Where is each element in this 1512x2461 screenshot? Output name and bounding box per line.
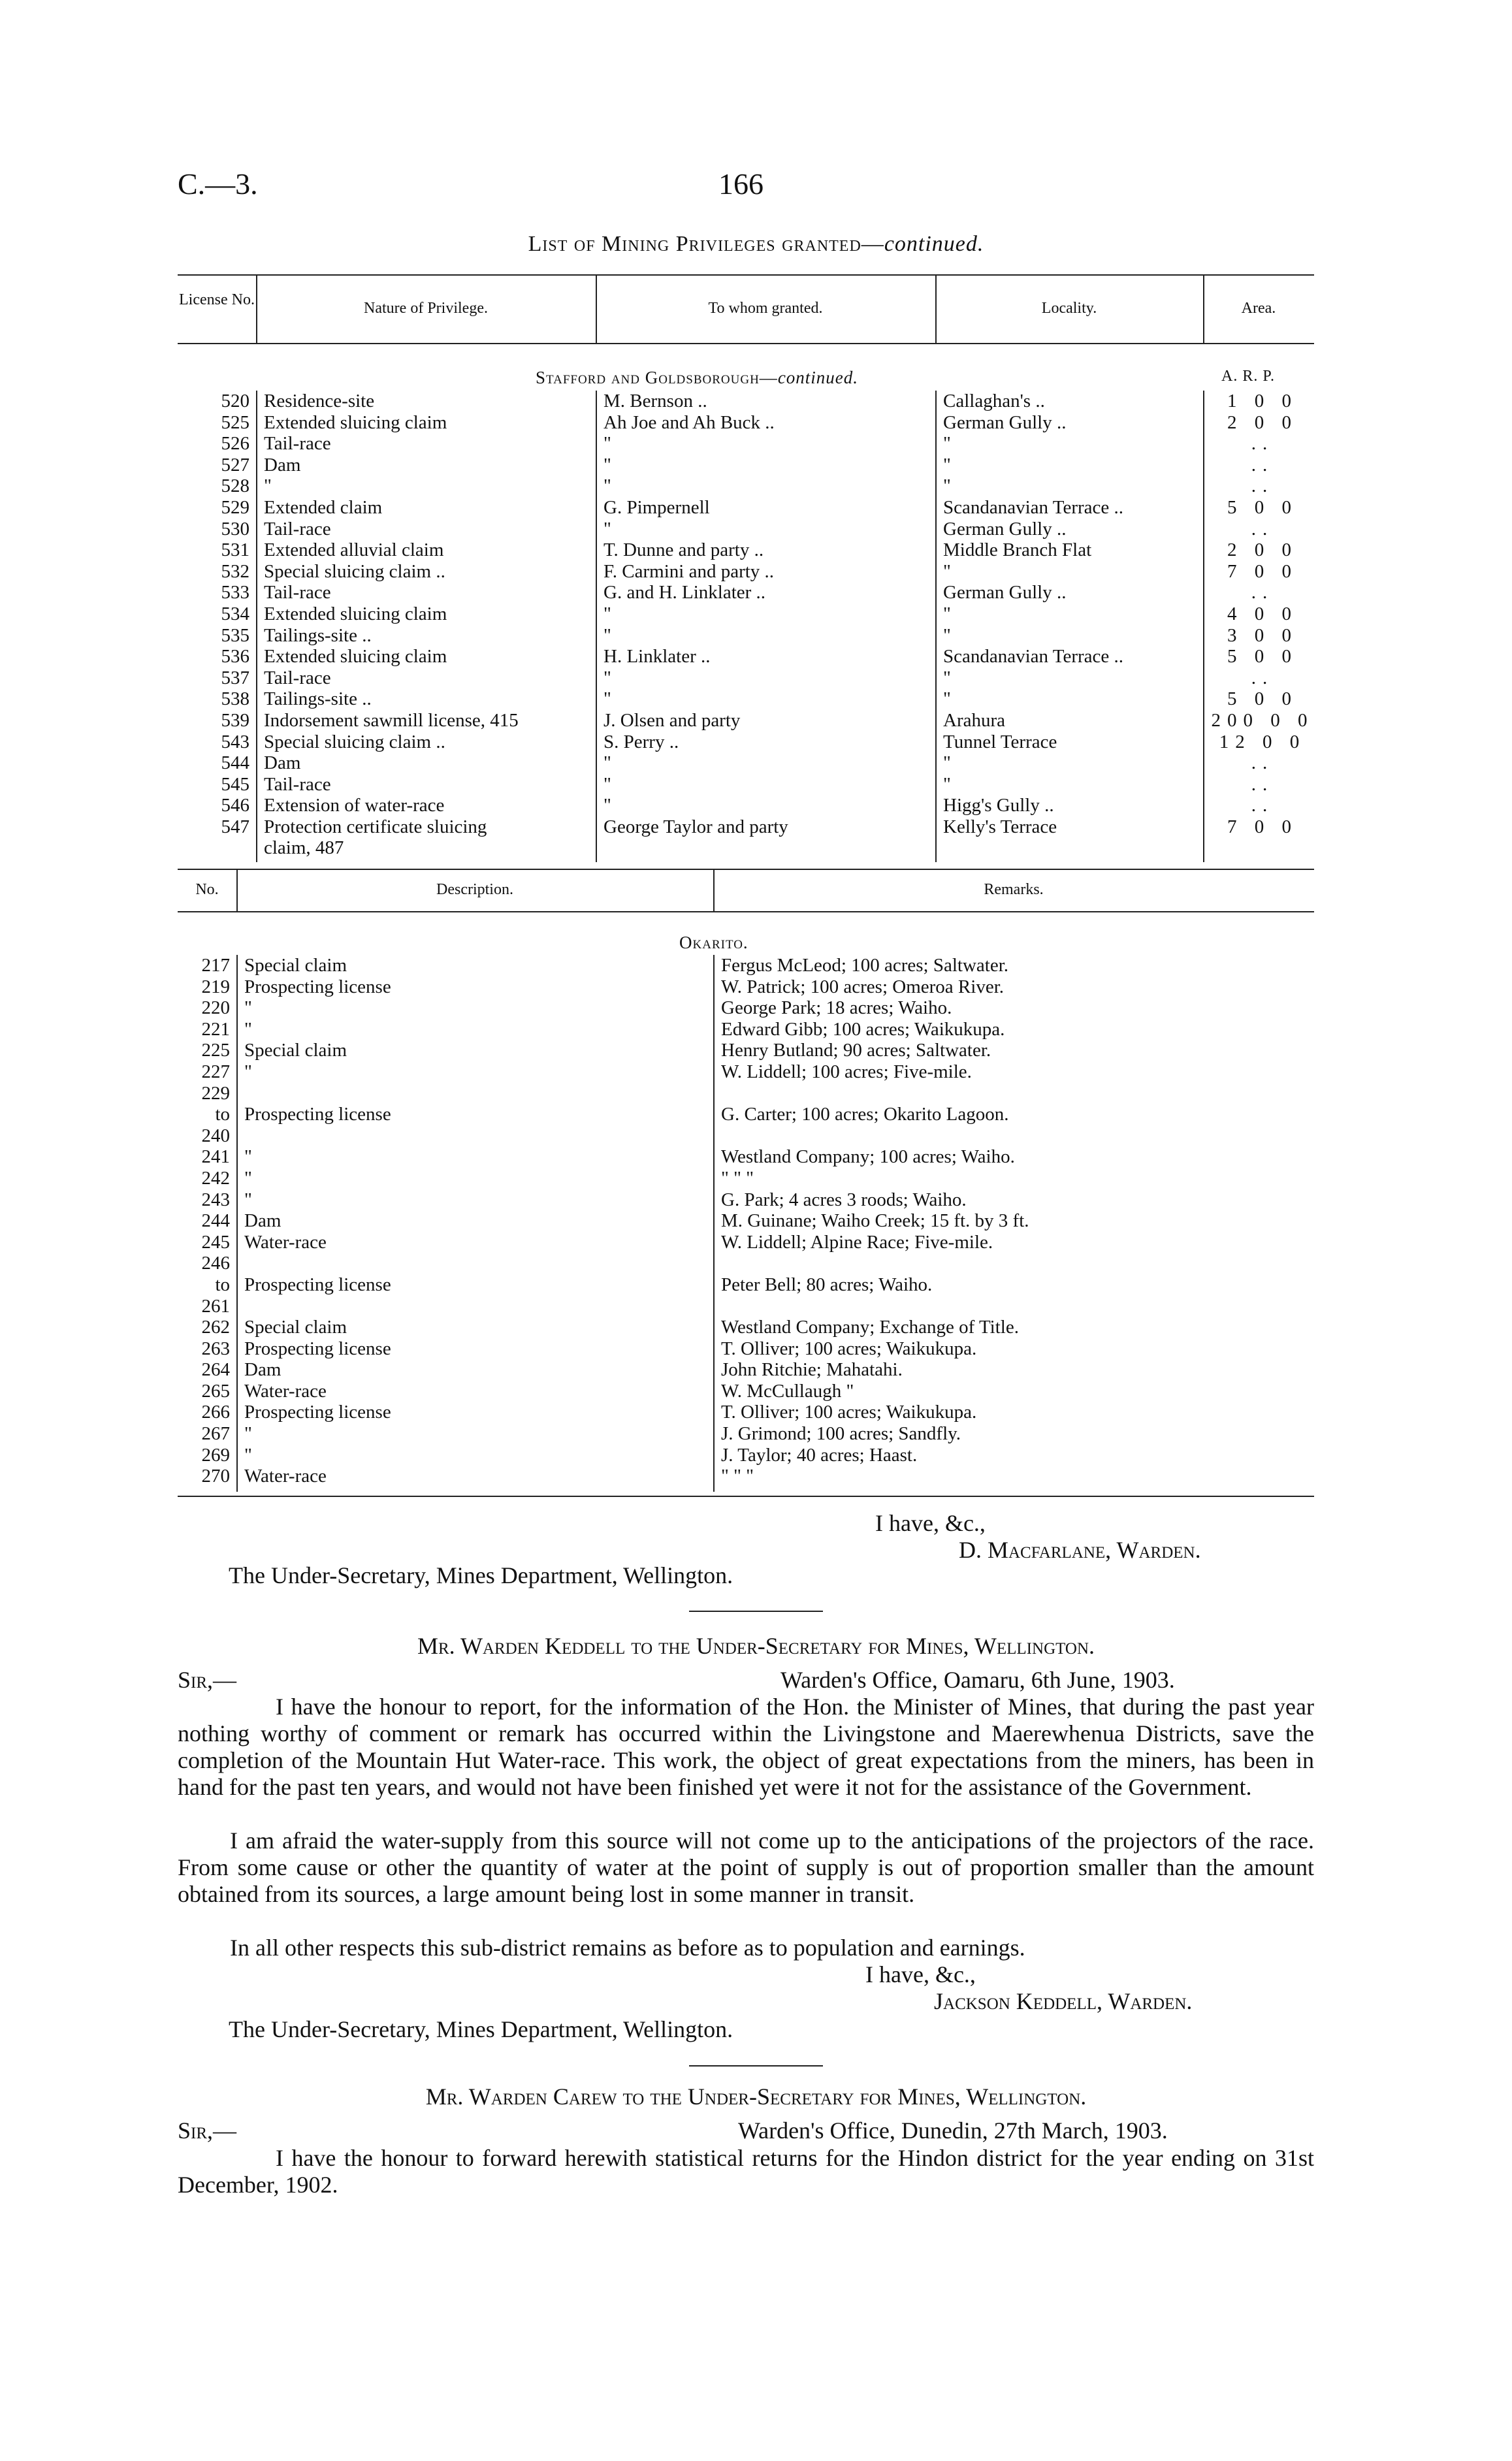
table-row — [178, 1423, 1314, 1445]
locality-cell: Middle Branch Flat — [943, 539, 1092, 561]
description-cell: Special claim — [244, 955, 347, 976]
grantee-cell: " — [603, 518, 611, 539]
table-row — [178, 710, 1314, 732]
grantee-cell: " — [603, 752, 611, 774]
row-no: 265 — [201, 1380, 230, 1402]
grantee-cell: T. Dunne and party .. — [603, 539, 764, 561]
table-row — [178, 732, 1314, 753]
table-row — [178, 1146, 1314, 1168]
license-no: 547 — [221, 816, 249, 837]
description-cell: Special claim — [244, 1040, 347, 1061]
remarks-cell: Westland Company; 100 acres; Waiho. — [721, 1146, 1015, 1168]
locality-cell: " — [943, 688, 951, 710]
row-no: 245 — [201, 1231, 230, 1253]
license-no: 532 — [221, 560, 249, 582]
area-cell: 1 0 0 — [1227, 391, 1298, 411]
locality-cell: " — [943, 603, 951, 624]
row-no: 243 — [201, 1189, 230, 1210]
area-cell: 2 0 0 — [1227, 411, 1298, 433]
privileges-table — [178, 391, 1314, 859]
table1-section-heading: Stafford and Goldsborough—continued. — [536, 368, 859, 387]
description-cell — [236, 1083, 713, 1104]
nature-cell: claim, 487 — [264, 837, 344, 859]
description-cell: " — [244, 1018, 252, 1040]
area-cell: 5 0 0 — [1227, 688, 1298, 710]
locality-cell: German Gully .. — [943, 582, 1067, 603]
row-no: 264 — [201, 1359, 230, 1381]
locality-cell: Kelly's Terrace — [943, 816, 1057, 837]
table-row — [178, 1445, 1314, 1466]
letter2-paragraph-1: I have the honour to report, for the information of the Hon. the Minister of Mines, that during the past year nothing worthy of comment or remark has occurred within the Livingstone and Maerewhenua Districts, save the completion of the Mountain Hut Water-race. This work, the object of great expectations from the miners, has been in hand for the past ten years, and would not have been finished yet were it not for the assistance of the Government. — [178, 1694, 1314, 1800]
description-cell: Prospecting license — [244, 1402, 391, 1423]
remarks-cell: Westland Company; Exchange of Title. — [721, 1317, 1019, 1338]
table-row — [178, 412, 1314, 434]
locality-cell: " — [943, 433, 951, 455]
nature-cell: Tail-race — [264, 518, 331, 539]
remarks-cell: T. Olliver; 100 acres; Waikukupa. — [721, 1338, 977, 1359]
table-row — [178, 582, 1314, 603]
table-row — [178, 668, 1314, 689]
nature-cell: Special sluicing claim .. — [264, 731, 445, 752]
license-no: 538 — [221, 688, 249, 710]
table-row — [178, 539, 1314, 561]
locality-cell: Scandanavian Terrace .. — [943, 646, 1124, 668]
table-row — [178, 752, 1314, 774]
grantee-cell: M. Bernson .. — [603, 391, 707, 411]
table-row — [178, 816, 1314, 838]
remarks-cell: Edward Gibb; 100 acres; Waikukupa. — [721, 1018, 1005, 1040]
description-cell: " — [244, 1146, 252, 1168]
area-units: A. R. P. — [1221, 368, 1276, 385]
grantee-cell: " — [603, 624, 611, 646]
list-title: List of Mining Privileges granted—continued. — [528, 232, 984, 256]
table-row — [178, 1019, 1314, 1040]
row-no: 270 — [201, 1466, 230, 1487]
locality-cell: " — [943, 773, 951, 795]
nature-cell: Extension of water-race — [264, 795, 445, 816]
col-no: No. — [195, 881, 219, 898]
remarks-cell: W. McCullaugh " — [721, 1380, 854, 1402]
table-row — [178, 976, 1314, 998]
license-no: 545 — [221, 773, 249, 795]
table-row — [178, 1317, 1314, 1338]
table-row — [178, 997, 1314, 1019]
license-no: 528 — [221, 475, 249, 497]
table-row — [178, 1466, 1314, 1487]
table-row — [178, 1296, 1314, 1317]
nature-cell: Extended sluicing claim — [264, 411, 447, 433]
row-no: 244 — [201, 1210, 230, 1232]
description-cell: Prospecting license — [244, 1338, 391, 1359]
area-cell: 7 0 0 — [1227, 816, 1298, 837]
license-no: 529 — [221, 496, 249, 518]
area-cell: .. — [1251, 475, 1274, 497]
nature-cell: Tail-race — [264, 773, 331, 795]
description-cell: " — [244, 997, 252, 1019]
area-cell: 12 0 0 — [1219, 731, 1306, 752]
nature-cell: Tail-race — [264, 667, 331, 688]
area-cell: .. — [1251, 582, 1274, 603]
area-cell: .. — [1251, 773, 1274, 795]
grantee-cell: G. and H. Linklater .. — [603, 582, 766, 603]
remarks-cell: J. Taylor; 40 acres; Haast. — [721, 1444, 918, 1466]
remarks-cell: " " " — [721, 1466, 754, 1487]
table-row — [178, 1104, 1314, 1125]
nature-cell: Extended sluicing claim — [264, 603, 447, 624]
nature-cell: Special sluicing claim .. — [264, 560, 445, 582]
letter2-signature: Jackson Keddell, Warden. — [934, 1988, 1193, 2014]
license-no: 534 — [221, 603, 249, 624]
row-no: 219 — [201, 976, 230, 997]
grantee-cell: George Taylor and party — [603, 816, 788, 837]
table-row — [178, 455, 1314, 476]
nature-cell: Extended alluvial claim — [264, 539, 444, 561]
license-no: 531 — [221, 539, 249, 561]
table-row — [178, 561, 1314, 583]
remarks-cell: G. Park; 4 acres 3 roods; Waiho. — [721, 1189, 967, 1210]
description-cell — [236, 1296, 713, 1317]
table-row — [178, 774, 1314, 796]
description-cell: " — [244, 1189, 252, 1210]
area-cell: .. — [1251, 795, 1274, 816]
license-no: 526 — [221, 433, 249, 455]
grantee-cell: " — [603, 667, 611, 688]
license-no: 543 — [221, 731, 249, 752]
remarks-cell — [713, 1296, 1314, 1317]
locality-cell: " — [943, 752, 951, 774]
area-cell: 2 0 0 — [1227, 539, 1298, 561]
row-no: 262 — [201, 1317, 230, 1338]
table-row — [178, 1210, 1314, 1232]
table-row — [178, 795, 1314, 816]
letter1-addressee: The Under-Secretary, Mines Department, Wellington. — [229, 1562, 733, 1588]
row-no: 221 — [201, 1018, 230, 1040]
table-row — [178, 1168, 1314, 1189]
remarks-cell: J. Grimond; 100 acres; Sandfly. — [721, 1423, 961, 1445]
remarks-cell: Henry Butland; 90 acres; Saltwater. — [721, 1040, 991, 1061]
license-no: 536 — [221, 646, 249, 668]
table-row — [178, 837, 1314, 859]
nature-cell: Dam — [264, 454, 301, 475]
remarks-cell: Peter Bell; 80 acres; Waiho. — [721, 1274, 933, 1295]
table-row — [178, 625, 1314, 647]
letter3-salutation: Sir,— — [178, 2117, 237, 2144]
description-cell: Water-race — [244, 1380, 327, 1402]
grantee-cell — [596, 837, 935, 859]
nature-cell: Extended sluicing claim — [264, 646, 447, 668]
row-no: 217 — [201, 955, 230, 976]
table-row — [178, 433, 1314, 455]
table1-top-rule — [178, 274, 1314, 276]
area-cell: 7 0 0 — [1227, 560, 1298, 582]
table-row — [178, 688, 1314, 710]
table-row — [178, 1274, 1314, 1296]
description-cell: " — [244, 1167, 252, 1189]
locality-cell: German Gully .. — [943, 411, 1067, 433]
col-nature: Nature of Privilege. — [364, 300, 488, 317]
page-number: 166 — [718, 167, 764, 201]
remarks-cell — [713, 1253, 1314, 1274]
grantee-cell: " — [603, 433, 611, 455]
description-cell — [236, 1125, 713, 1147]
description-cell: Prospecting license — [244, 1274, 391, 1295]
license-no: 546 — [221, 795, 249, 816]
letter3-heading: Mr. Warden Carew to the Under-Secretary for Mines, Wellington. — [425, 2083, 1087, 2110]
row-no: 227 — [201, 1061, 230, 1082]
row-no: 269 — [201, 1444, 230, 1466]
grantee-cell: " — [603, 795, 611, 816]
license-no: 530 — [221, 518, 249, 539]
locality-cell: " — [943, 667, 951, 688]
description-cell: " — [244, 1444, 252, 1466]
table-row — [178, 1359, 1314, 1381]
remarks-cell: John Ritchie; Mahatahi. — [721, 1359, 903, 1381]
separator — [689, 2065, 823, 2067]
license-no — [178, 837, 256, 859]
grantee-cell: " — [603, 603, 611, 624]
table-row — [178, 1061, 1314, 1083]
description-cell: Dam — [244, 1359, 281, 1381]
locality-cell: " — [943, 475, 951, 497]
row-no: to — [215, 1104, 230, 1125]
row-no: 240 — [201, 1125, 230, 1146]
nature-cell: " — [264, 475, 272, 497]
area-cell: 5 0 0 — [1227, 646, 1298, 668]
locality-cell: German Gully .. — [943, 518, 1067, 539]
locality-cell: " — [943, 560, 951, 582]
remarks-cell: Fergus McLeod; 100 acres; Saltwater. — [721, 955, 1008, 976]
table-row — [178, 1125, 1314, 1147]
remarks-cell: G. Carter; 100 acres; Okarito Lagoon. — [721, 1104, 1009, 1125]
table-row — [178, 603, 1314, 625]
table-row — [178, 391, 1314, 412]
locality-cell: Callaghan's .. — [943, 391, 1045, 411]
row-no: 225 — [201, 1040, 230, 1061]
description-cell: Water-race — [244, 1231, 327, 1253]
area-cell: .. — [1251, 454, 1274, 475]
description-cell: " — [244, 1423, 252, 1445]
row-no: 261 — [201, 1295, 230, 1317]
area-cell — [1203, 837, 1314, 859]
remarks-cell: George Park; 18 acres; Waiho. — [721, 997, 952, 1019]
table2-bottom-rule — [178, 1496, 1314, 1497]
description-cell: Special claim — [244, 1317, 347, 1338]
nature-cell: Extended claim — [264, 496, 383, 518]
license-no: 539 — [221, 709, 249, 731]
col-description: Description. — [436, 881, 513, 898]
grantee-cell: G. Pimpernell — [603, 496, 710, 518]
grantee-cell: " — [603, 475, 611, 497]
grantee-cell: " — [603, 773, 611, 795]
document-code: C.—3. — [178, 167, 258, 201]
description-cell: Dam — [244, 1210, 281, 1232]
nature-cell: Indorsement sawmill license, 415 — [264, 709, 519, 731]
row-no: to — [215, 1274, 230, 1295]
nature-cell: Protection certificate sluicing — [264, 816, 487, 837]
grantee-cell: J. Olsen and party — [603, 709, 741, 731]
area-cell: .. — [1251, 667, 1274, 688]
description-cell: Prospecting license — [244, 976, 391, 997]
license-no: 527 — [221, 454, 249, 475]
description-cell: " — [244, 1061, 252, 1082]
row-no: 246 — [201, 1253, 230, 1274]
table-row — [178, 1040, 1314, 1061]
area-cell: 3 0 0 — [1227, 624, 1298, 646]
separator — [689, 1611, 823, 1612]
nature-cell: Tailings-site .. — [264, 688, 372, 710]
table-row — [178, 1338, 1314, 1360]
letter1-have: I have, &c., — [875, 1510, 986, 1536]
table2-header-rule — [178, 911, 1314, 912]
locality-cell — [935, 837, 1203, 859]
nature-cell: Tailings-site .. — [264, 624, 372, 646]
table-row — [178, 955, 1314, 976]
license-no: 535 — [221, 624, 249, 646]
nature-cell: Residence-site — [264, 391, 375, 411]
table-row — [178, 1189, 1314, 1211]
table2-section-heading: Okarito. — [679, 933, 748, 952]
row-no: 267 — [201, 1423, 230, 1445]
remarks-cell: W. Liddell; 100 acres; Five-mile. — [721, 1061, 972, 1082]
letter2-salutation: Sir,— — [178, 1667, 237, 1693]
license-no: 537 — [221, 667, 249, 688]
remarks-cell: " " " — [721, 1167, 754, 1189]
nature-cell: Dam — [264, 752, 301, 774]
letter2-dateline: Warden's Office, Oamaru, 6th June, 1903. — [780, 1667, 1175, 1693]
row-no: 263 — [201, 1338, 230, 1359]
row-no: 229 — [201, 1082, 230, 1104]
locality-cell: Scandanavian Terrace .. — [943, 496, 1124, 518]
grantee-cell: Ah Joe and Ah Buck .. — [603, 411, 775, 433]
row-no: 241 — [201, 1146, 230, 1168]
grantee-cell: S. Perry .. — [603, 731, 679, 752]
remarks-cell — [713, 1125, 1314, 1147]
locality-cell: " — [943, 454, 951, 475]
letter2-heading: Mr. Warden Keddell to the Under-Secretary for Mines, Wellington. — [417, 1633, 1095, 1659]
letter1-signature: D. Macfarlane, Warden. — [959, 1537, 1201, 1563]
nature-cell: Tail-race — [264, 433, 331, 455]
locality-cell: " — [943, 624, 951, 646]
letter2-paragraph-2: I am afraid the water-supply from this source will not come up to the anticipations of the projectors of the race. From some cause or other the quantity of water at the point of supply is out of proportion smaller than the amount obtained from its sources, a large amount being lost in some manner in transit. — [178, 1827, 1314, 1907]
table-row — [178, 646, 1314, 668]
area-cell: 4 0 0 — [1227, 603, 1298, 624]
table-row — [178, 497, 1314, 519]
col-locality: Locality. — [1041, 300, 1097, 317]
table1-header-rule — [178, 343, 1314, 344]
area-cell: .. — [1251, 752, 1274, 774]
col-grantee: To whom granted. — [708, 300, 823, 317]
remarks-cell: T. Olliver; 100 acres; Waikukupa. — [721, 1402, 977, 1423]
table-row — [178, 1253, 1314, 1274]
remarks-cell — [713, 1083, 1314, 1104]
description-cell: Water-race — [244, 1466, 327, 1487]
letter2-addressee: The Under-Secretary, Mines Department, Wellington. — [229, 2016, 733, 2042]
area-cell: .. — [1251, 433, 1274, 455]
locality-cell: Arahura — [943, 709, 1006, 731]
locality-cell: Tunnel Terrace — [943, 731, 1057, 752]
letter3-paragraph-1: I have the honour to forward herewith statistical returns for the Hindon district for the year ending on 31st December, 1902. — [178, 2145, 1314, 2198]
grantee-cell: H. Linklater .. — [603, 646, 711, 668]
area-cell: 5 0 0 — [1227, 496, 1298, 518]
okarito-table — [178, 955, 1314, 1487]
table2-top-rule — [178, 869, 1314, 870]
license-no: 520 — [221, 391, 249, 411]
description-cell: Prospecting license — [244, 1104, 391, 1125]
table-row — [178, 1402, 1314, 1423]
remarks-cell: M. Guinane; Waiho Creek; 15 ft. by 3 ft. — [721, 1210, 1029, 1232]
table-row — [178, 1083, 1314, 1104]
grantee-cell: " — [603, 688, 611, 710]
area-cell: .. — [1251, 518, 1274, 539]
col-license-no: License No. — [179, 291, 255, 308]
table-row — [178, 475, 1314, 497]
nature-cell: Tail-race — [264, 582, 331, 603]
letter2-have: I have, &c., — [865, 1961, 976, 1987]
col-remarks: Remarks. — [984, 881, 1044, 898]
license-no: 544 — [221, 752, 249, 774]
col-area: Area. — [1241, 300, 1276, 317]
locality-cell: Higg's Gully .. — [943, 795, 1054, 816]
license-no: 525 — [221, 411, 249, 433]
area-cell: 200 0 0 — [1211, 709, 1314, 731]
letter3-dateline: Warden's Office, Dunedin, 27th March, 1903. — [738, 2117, 1168, 2144]
row-no: 220 — [201, 997, 230, 1019]
grantee-cell: F. Carmini and party .. — [603, 560, 775, 582]
table-row — [178, 1232, 1314, 1253]
table-row — [178, 1381, 1314, 1402]
row-no: 242 — [201, 1167, 230, 1189]
remarks-cell: W. Liddell; Alpine Race; Five-mile. — [721, 1231, 993, 1253]
license-no: 533 — [221, 582, 249, 603]
remarks-cell: W. Patrick; 100 acres; Omeroa River. — [721, 976, 1005, 997]
row-no: 266 — [201, 1402, 230, 1423]
table-row — [178, 519, 1314, 540]
description-cell — [236, 1253, 713, 1274]
letter2-paragraph-3: In all other respects this sub-district remains as before as to population and earnings. — [230, 1935, 1025, 1961]
grantee-cell: " — [603, 454, 611, 475]
